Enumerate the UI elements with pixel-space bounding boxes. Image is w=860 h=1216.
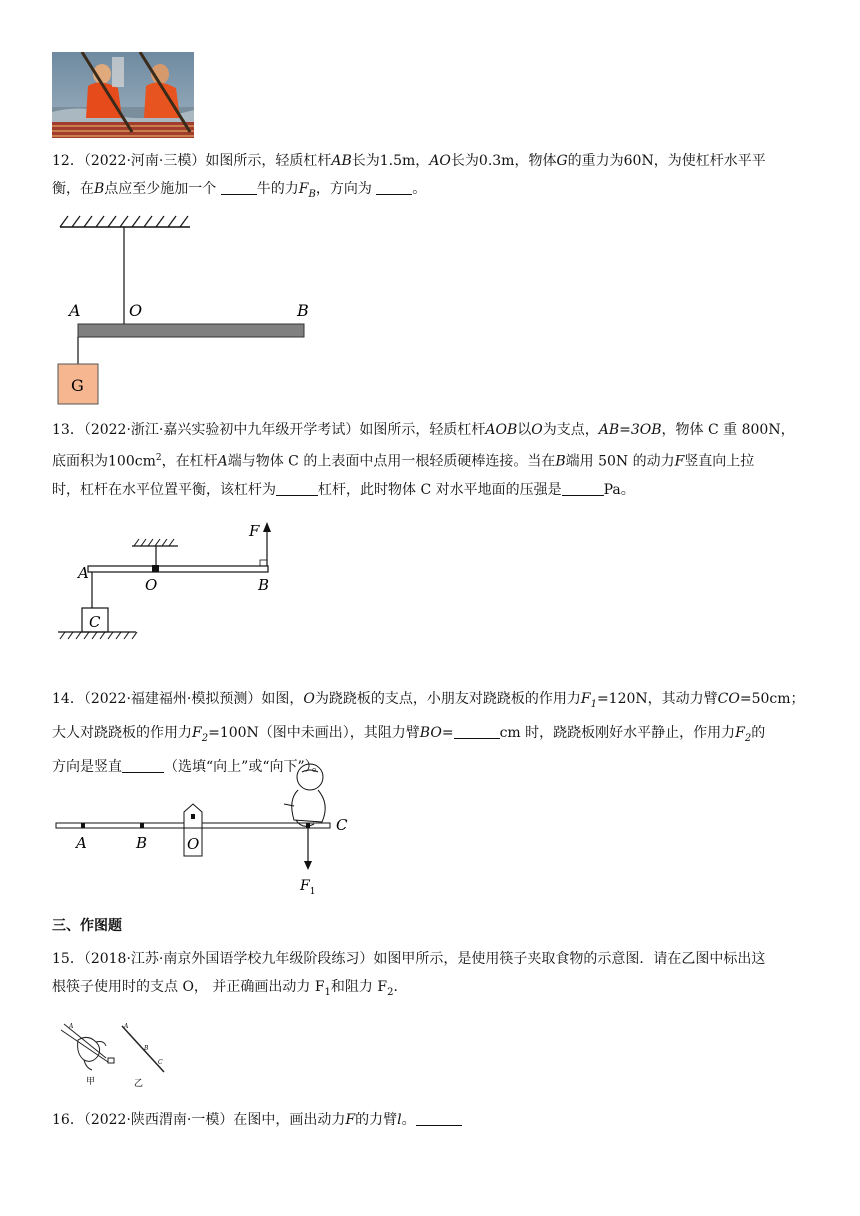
label-yi: 乙 <box>134 1079 144 1089</box>
q14-text: cm 时，跷跷板刚好水平静止，作用力 <box>499 724 736 741</box>
q13-text: 杠杆，此时物体 C 对水平地面的压强是 <box>318 481 562 498</box>
q15-number: 15． <box>52 951 84 967</box>
q14-var-bo: BO <box>419 724 442 741</box>
q15-text: 如图甲所示，是使用筷子夹取食物的示意图．请在乙图中标出这 <box>373 951 766 967</box>
force-f1-arrowhead <box>304 861 312 870</box>
q16-var-f: F <box>345 1112 356 1128</box>
q15-f2-sub: 2 <box>387 986 394 998</box>
q12-text: 如图所示，轻质杠杆 <box>205 153 332 169</box>
q15-chopsticks-diagram <box>56 1020 180 1090</box>
label-a: A <box>78 564 89 582</box>
q12-source: （2022·河南·三模） <box>83 153 206 169</box>
lever-bar <box>78 324 304 337</box>
q12-var-f: F <box>298 181 309 197</box>
dragon-boat-photo <box>52 52 194 138</box>
q13-text: 如图所示，轻质杠杆 <box>359 422 486 438</box>
q12-blank-1[interactable] <box>221 180 257 195</box>
q13-figure <box>52 516 292 642</box>
q12-number: 12． <box>52 153 84 169</box>
q16-source: （2022·陕西渭南·一模） <box>83 1112 234 1128</box>
q13-text: 底面积为 <box>52 453 108 470</box>
q13-text: 为支点， <box>542 422 599 438</box>
q14-figure <box>52 760 362 896</box>
q14-seesaw-diagram <box>52 760 362 896</box>
q12-text: 长为1.5m， <box>351 153 430 169</box>
ground-hatch <box>60 632 137 639</box>
point-a <box>81 823 85 828</box>
label-b: B <box>136 834 148 852</box>
ceiling-hatch <box>60 216 188 227</box>
q16-number: 16． <box>52 1112 84 1128</box>
q13-text: 以 <box>517 422 532 438</box>
label-c-yi: C <box>158 1059 163 1066</box>
q12-text: 长为0.3m，物体 <box>450 153 557 169</box>
q16-var-l: l <box>397 1112 402 1128</box>
q14-var-o: O <box>303 691 315 707</box>
force-f-arrowhead <box>263 522 271 532</box>
q12-lever-diagram <box>52 212 322 412</box>
q13-blank-2[interactable] <box>562 481 604 496</box>
q15-text: 和阻力 F <box>330 979 388 995</box>
q15-figure <box>56 1020 180 1090</box>
q14-var-co: CO <box>717 691 740 707</box>
label-g: G <box>71 376 84 395</box>
q13-var-o: O <box>531 422 543 438</box>
label-c: C <box>336 816 348 834</box>
q13-text: 端与物体 C 的上表面中点用一根轻质硬棒连接。当在 <box>227 453 556 470</box>
q13-var-b: B <box>555 453 566 470</box>
label-a: A <box>76 834 87 852</box>
dragon-boat-rowers-photo-icon <box>52 52 194 138</box>
q12-text: 的重力为60N，为使杠杆水平平 <box>567 153 766 169</box>
q15-f1-sub: 1 <box>324 986 331 998</box>
q13-text: ，在杠杆 <box>161 453 218 470</box>
q14-var-f1: F <box>580 691 591 707</box>
label-jia: 甲 <box>86 1077 96 1087</box>
child-figure-icon <box>284 764 325 826</box>
q14-text: （选填“向上”或“向下”）。 <box>164 758 326 775</box>
pivot-dot <box>191 814 195 819</box>
label-a-yi: A <box>124 1023 129 1030</box>
q12-text: 点应至少施加一个 <box>104 181 217 197</box>
q14-var-f2-sub: 2 <box>744 732 752 744</box>
q14-var-f2: F <box>192 724 202 741</box>
question-16 <box>52 1106 812 1134</box>
q13-text: 竖直向上拉 <box>684 453 755 470</box>
label-o: O <box>129 301 143 320</box>
q14-text: = <box>441 724 454 741</box>
q13-number: 13． <box>52 422 84 438</box>
q14-text: 大人对跷跷板的作用力 <box>52 724 192 741</box>
label-c: C <box>89 613 101 631</box>
q14-source: （2022·福建福州·模拟预测） <box>83 691 262 707</box>
question-15 <box>52 945 812 1007</box>
q16-text: 。 <box>401 1112 416 1128</box>
label-a: A <box>69 301 81 320</box>
hand-chopsticks-icon <box>61 1024 114 1070</box>
q12-text: ，方向为 <box>315 181 372 197</box>
q13-text: 时，杠杆在水平位置平衡，该杠杆为 <box>52 481 276 498</box>
label-b: B <box>297 301 309 320</box>
q13-source: （2022·浙江·嘉兴实验初中九年级开学考试） <box>83 422 360 438</box>
right-angle-mark <box>260 560 267 566</box>
q13-var-ab3ob: AB=3OB <box>598 422 662 438</box>
q12-blank-2[interactable] <box>376 180 412 195</box>
q13-var-f: F <box>674 453 685 470</box>
lever-bar <box>88 566 268 572</box>
question-13 <box>52 416 812 504</box>
q14-var-f2: F <box>735 724 745 741</box>
q15-text: 根筷子使用时的支点 O， 并正确画出动力 F <box>52 979 325 995</box>
section-title-drawing: 三、作图题 <box>52 918 122 934</box>
q12-var-g: G <box>556 153 568 169</box>
q13-text: 端用 50N 的动力 <box>565 453 675 470</box>
label-b: B <box>258 576 270 594</box>
label-b-yi: B <box>144 1045 149 1052</box>
q12-var-b: B <box>94 181 105 197</box>
q14-blank-1[interactable] <box>454 724 500 739</box>
point-b <box>140 823 144 828</box>
q14-text: =120N，其动力臂 <box>596 691 718 707</box>
label-o: O <box>187 835 200 853</box>
q12-var-ab: AB <box>331 153 352 169</box>
q14-text: 的 <box>751 724 766 741</box>
q12-var-f-sub: B <box>308 188 316 200</box>
q12-figure <box>52 212 322 412</box>
pivot-o <box>152 565 159 572</box>
q14-number: 14． <box>52 691 84 707</box>
q16-blank-1[interactable] <box>416 1111 462 1126</box>
ceiling-hatch <box>134 539 174 546</box>
q13-blank-1[interactable] <box>276 481 318 496</box>
q12-text: 衡，在 <box>52 181 94 197</box>
q15-source: （2018·江苏·南京外国语学校九年级阶段练习） <box>83 951 374 967</box>
q13-lever-diagram <box>52 516 292 642</box>
label-f1: $F_1$ <box>300 878 316 896</box>
q12-text: 牛的力 <box>256 181 299 197</box>
q13-area-sup: 2 <box>155 453 162 463</box>
q16-text: 的力臂 <box>355 1112 398 1128</box>
q12-var-ao: AO <box>429 153 451 169</box>
q14-var-f1-sub: 1 <box>590 698 597 710</box>
label-f: F <box>249 522 260 540</box>
q14-text: 如图， <box>261 691 304 707</box>
question-12 <box>52 147 812 209</box>
q14-var-f2-sub: 2 <box>201 732 209 744</box>
q14-text: 方向是竖直 <box>52 758 122 775</box>
q12-text: 。 <box>412 181 427 197</box>
q13-var-aob: AOB <box>485 422 518 438</box>
q13-text: Pa。 <box>603 481 635 498</box>
q16-text: 在图中，画出动力 <box>233 1112 346 1128</box>
label-a-jia: A <box>69 1023 74 1030</box>
q14-text: =100N（图中未画出），其阻力臂 <box>208 724 420 741</box>
q13-text: ，物体 C 重 800N， <box>661 422 795 438</box>
label-o: O <box>145 576 158 594</box>
q14-text: 为跷跷板的支点，小朋友对跷跷板的作用力 <box>314 691 581 707</box>
q14-text: =50cm； <box>739 691 805 707</box>
q15-text: ． <box>393 979 408 995</box>
q13-var-a: A <box>217 453 228 470</box>
q13-area: 100cm <box>108 453 156 470</box>
